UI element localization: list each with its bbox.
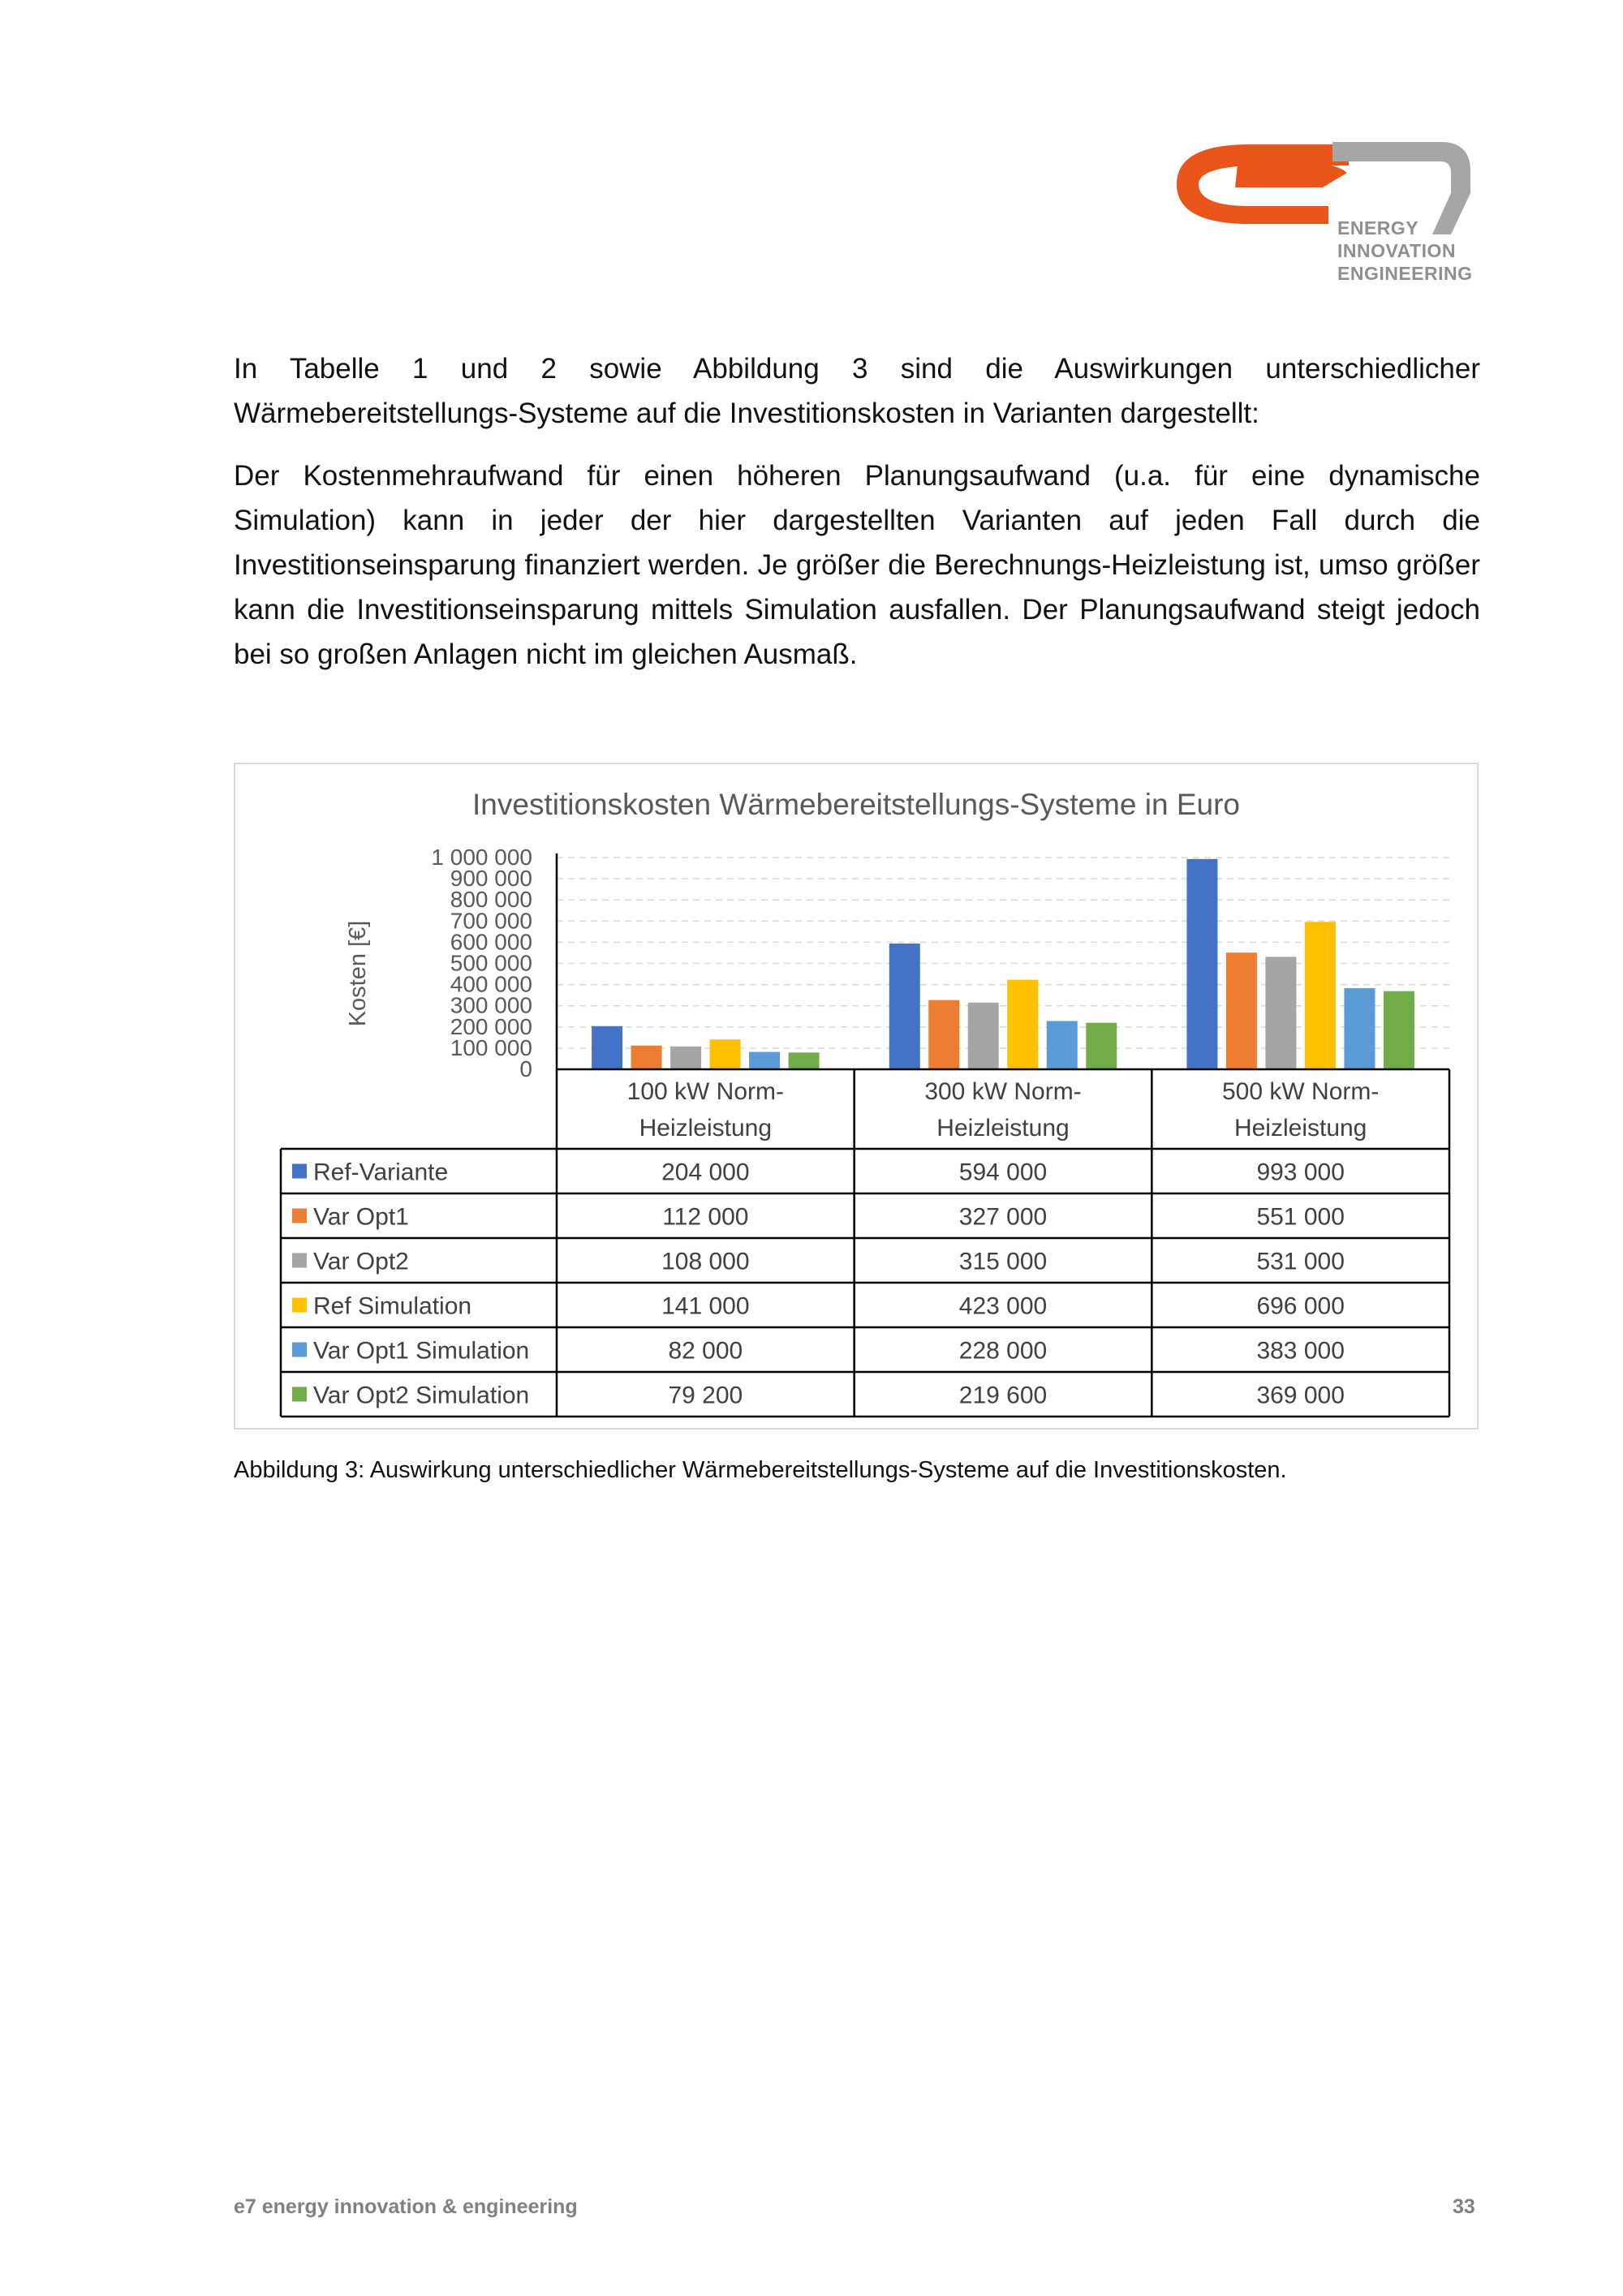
data-label: 108 000 [661, 1248, 750, 1275]
logo-wordmark [1337, 217, 1473, 285]
page-number: 33 [1453, 2195, 1475, 2218]
data-label: 551 000 [1256, 1203, 1345, 1231]
bar [1007, 980, 1038, 1069]
bar [928, 1000, 959, 1069]
data-label: 369 000 [1256, 1382, 1345, 1409]
footer-company: e7 energy innovation & engineering [234, 2195, 578, 2218]
logo-line-engineering: ENGINEERING [1337, 263, 1473, 284]
logo-line-innovation: INNOVATION [1337, 240, 1456, 261]
data-label: 228 000 [958, 1337, 1048, 1365]
legend-key [292, 1209, 307, 1223]
bar [1265, 957, 1296, 1069]
y-tick-label: 900 000 [450, 866, 532, 892]
intro-paragraph: In Tabelle 1 und 2 sowie Abbildung 3 sind die Auswirkungen unterschiedlicher Wärmebereitstellungs-Systeme auf die Investitionskosten in Varianten dargestellt: [234, 353, 1480, 429]
bar [631, 1046, 662, 1069]
bar [968, 1003, 999, 1069]
data-label: 423 000 [958, 1292, 1048, 1320]
data-label: 219 600 [958, 1382, 1048, 1409]
y-tick-label: 400 000 [450, 971, 532, 997]
bar [889, 944, 920, 1069]
chart-title: Investitionskosten Wärmebereitstellungs-Systeme in Euro [472, 788, 1240, 821]
bar [1047, 1021, 1078, 1069]
legend-key [292, 1387, 307, 1402]
x-category-label: Heizleistung [936, 1115, 1070, 1142]
data-label: 327 000 [958, 1203, 1048, 1231]
data-label: 696 000 [1256, 1292, 1345, 1320]
bar [710, 1039, 741, 1069]
bar [1344, 988, 1375, 1069]
bar [592, 1026, 622, 1069]
cost-paragraph: Der Kostenmehraufwand für einen höheren Planungsaufwand (u.a. für eine dynamische Simulation) kann in jeder der hier dargestellten Varianten auf jeden Fall durch die Investitionseinsparung finanziert werden. Je größer die Berechnungs-Heizleistung ist, umso größer kann die Investitionseinsparung mittels Simulation ausfallen. Der Planungsaufwand steigt jedoch bei so großen Anlagen nicht im gleichen Ausmaß. [234, 460, 1480, 670]
data-label: 315 000 [958, 1248, 1048, 1275]
y-tick-label: 0 [519, 1056, 532, 1081]
y-tick-label: 1 000 000 [431, 845, 532, 870]
x-category-label: 100 kW Norm- [626, 1078, 785, 1105]
data-label: 993 000 [1256, 1159, 1345, 1186]
x-category-label: Heizleistung [1233, 1115, 1367, 1142]
y-axis-label: Kosten [€] [345, 920, 371, 1027]
legend-key [292, 1164, 307, 1179]
y-tick-label: 700 000 [450, 908, 532, 934]
series-name: Ref-Variante [313, 1159, 449, 1186]
legend-key [292, 1253, 307, 1268]
x-category-label: 500 kW Norm- [1221, 1078, 1380, 1105]
bar [789, 1052, 820, 1069]
e7-logo [1160, 126, 1485, 296]
y-tick-label: 500 000 [450, 950, 532, 976]
y-tick-label: 300 000 [450, 992, 532, 1018]
series-name: Var Opt2 Simulation [313, 1382, 530, 1409]
data-label: 79 200 [668, 1382, 743, 1409]
data-label: 531 000 [1256, 1248, 1345, 1275]
logo-line-energy: ENERGY [1337, 217, 1419, 239]
bar [1226, 952, 1257, 1069]
data-label: 141 000 [661, 1292, 750, 1320]
data-label: 204 000 [661, 1159, 750, 1186]
bar [670, 1047, 701, 1069]
bar [1086, 1023, 1117, 1069]
bar [1305, 922, 1336, 1069]
legend-key [292, 1343, 307, 1357]
data-label: 112 000 [662, 1203, 749, 1231]
series-name: Var Opt2 [313, 1248, 409, 1275]
y-tick-label: 200 000 [450, 1013, 532, 1039]
series-name: Var Opt1 [313, 1203, 409, 1231]
y-tick-label: 800 000 [450, 887, 532, 913]
series-name: Ref Simulation [313, 1292, 472, 1320]
bar [1186, 859, 1217, 1069]
data-label: 82 000 [668, 1337, 743, 1365]
figure-caption: Abbildung 3: Auswirkung unterschiedlicher Wärmebereitstellungs-Systeme auf die Investitionskosten. [234, 1457, 1287, 1483]
bar [1384, 991, 1414, 1069]
y-tick-label: 100 000 [450, 1034, 532, 1060]
logo-e-shape [1177, 144, 1349, 224]
x-category-label: Heizleistung [639, 1115, 773, 1142]
y-tick-label: 600 000 [450, 929, 532, 955]
series-name: Var Opt1 Simulation [313, 1337, 530, 1365]
x-category-label: 300 kW Norm- [924, 1078, 1082, 1105]
data-label: 594 000 [958, 1159, 1048, 1186]
data-label: 383 000 [1256, 1337, 1345, 1365]
bar-chart-with-data-table [235, 764, 1477, 1428]
chart-figure [234, 763, 1479, 1430]
legend-key [292, 1298, 307, 1313]
bar [749, 1052, 780, 1069]
